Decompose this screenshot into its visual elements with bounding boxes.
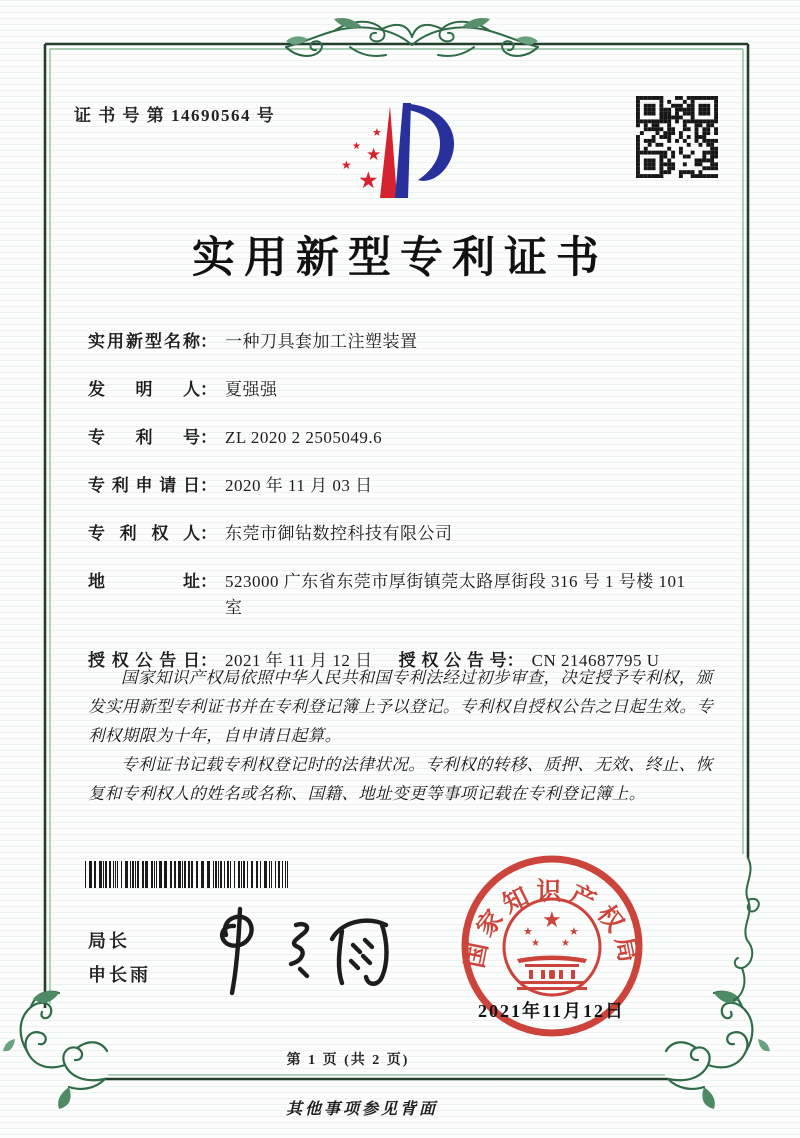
field-label: 授权公告号: [398, 651, 507, 670]
field-value: 夏强强: [225, 380, 278, 399]
field-value: ZL 2020 2 2505049.6: [225, 428, 383, 447]
svg-text:★: ★: [372, 126, 382, 139]
field-colon: ：: [200, 380, 217, 399]
svg-text:★: ★: [341, 158, 352, 172]
certificate-title: 实用新型专利证书: [192, 235, 608, 282]
field-colon: ：: [200, 651, 217, 670]
field-label: 实用新型名称: [88, 332, 200, 351]
back-note: 其他事项参见背面: [285, 1101, 438, 1118]
national-emblem: [504, 899, 600, 995]
director-block: [88, 924, 151, 992]
field-colon: ：: [200, 476, 217, 495]
field-patent-number: [88, 427, 720, 448]
field-value: 一种刀具套加工注塑装置: [225, 332, 418, 351]
field-value: 东莞市御钻数控科技有限公司: [225, 524, 453, 543]
svg-text:★: ★: [569, 925, 579, 938]
field-value: 2021 年 11 月 12 日: [225, 651, 373, 670]
field-value: 523000 广东省东莞市厚街镇莞太路厚街段 316 号 1 号楼 101 室: [225, 572, 686, 617]
field-utility-model-name: [88, 331, 720, 352]
field-address: [88, 571, 720, 623]
logo-stars: [341, 126, 382, 194]
cnipa-logo: [330, 92, 480, 207]
director-title: 局长: [88, 931, 130, 951]
field-label: 专利号: [88, 428, 200, 447]
director-signature: [192, 903, 407, 1001]
field-label: 专利申请日: [88, 476, 200, 495]
field-colon: ：: [200, 332, 217, 351]
seal-ring-text: 国家知识产权局: [461, 878, 643, 971]
field-inventor: [88, 379, 720, 400]
svg-text:★: ★: [531, 938, 540, 949]
field-value: 2020 年 11 月 03 日: [225, 476, 373, 495]
legal-paragraph-2: 专利证书记载专利权登记时的法律状况。专利权的转移、质押、无效、终止、恢复和专利权人的姓名或名称、国籍、地址变更等事项记载在专利登记簿上。: [88, 755, 713, 803]
logo-red-wedge: [380, 106, 397, 198]
field-label: 发明人: [88, 380, 200, 399]
certificate-number: 证 书 号 第 14690564 号: [74, 106, 276, 125]
field-colon: ：: [200, 572, 217, 591]
field-filing-date: [88, 475, 720, 496]
field-label: 专利权人: [88, 524, 200, 543]
right-border-flourish: [734, 858, 759, 1000]
field-label: 授权公告日: [88, 651, 200, 670]
qr-code: [636, 96, 718, 178]
field-patentee: [88, 523, 720, 544]
svg-text:★: ★: [523, 925, 533, 938]
svg-text:★: ★: [366, 145, 382, 165]
certificate-fields: [88, 331, 720, 671]
field-colon: ：: [506, 651, 524, 670]
logo-blue-bar: [395, 103, 411, 198]
svg-text:★: ★: [352, 141, 361, 152]
field-value: CN 214687795 U: [531, 651, 660, 670]
director-name: 申长雨: [88, 965, 151, 985]
svg-text:★: ★: [542, 908, 562, 933]
page-number: 第 1 页 (共 2 页): [286, 1053, 410, 1068]
field-colon: ：: [200, 428, 217, 447]
barcode: [85, 861, 291, 888]
field-colon: ：: [200, 524, 217, 543]
logo-blue-bowl: [408, 104, 454, 181]
svg-text:★: ★: [358, 168, 379, 194]
seal-date: 2021年11月12日: [478, 1001, 626, 1021]
legal-paragraph-1: 国家知识产权局依照中华人民共和国专利法经过初步审查，决定授予专利权，颁发实用新型专利证书并在专利登记簿上予以登记。专利权自授权公告之日起生效。专利权期限为十年，自申请日起算。: [88, 668, 714, 745]
legal-text: [88, 663, 720, 808]
field-label: 地址: [88, 572, 200, 591]
svg-text:★: ★: [561, 938, 570, 949]
